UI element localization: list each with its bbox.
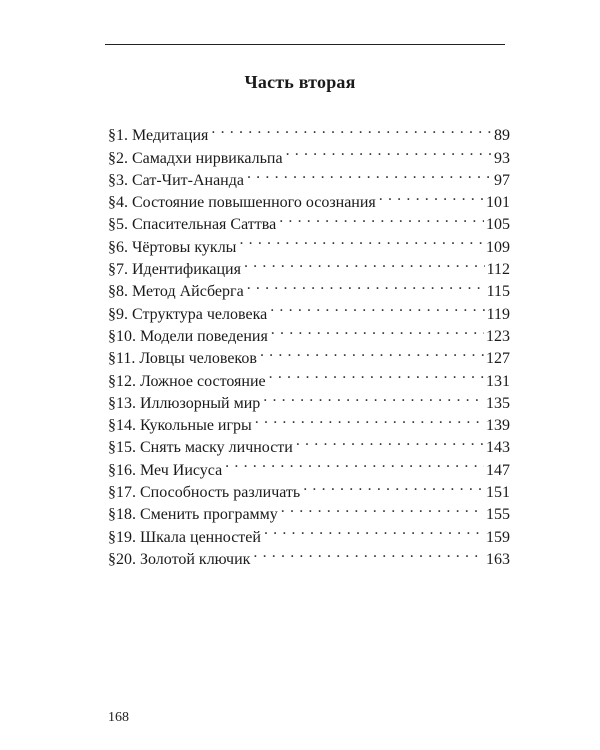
page-number: 168 [108, 710, 129, 725]
toc-entry-title: §18. Сменить программу [108, 506, 278, 524]
toc-entry-title: §16. Меч Иисуса [108, 461, 223, 479]
toc-entry-page: 135 [486, 394, 510, 412]
toc-entry-title: §6. Чёртовы куклы [108, 238, 237, 256]
toc-entry-title: §13. Иллюзорный мир [108, 394, 261, 412]
toc-entry-page: 109 [486, 238, 510, 256]
toc-entry-title: §14. Кукольные игры [108, 417, 252, 435]
dot-leader [303, 475, 484, 497]
dot-leader [247, 274, 485, 296]
toc-entry-page: 163 [486, 550, 510, 568]
dot-leader [247, 163, 492, 185]
section-title: Часть вторая [244, 72, 356, 92]
toc-entry-page: 151 [486, 484, 510, 502]
dot-leader [281, 497, 484, 519]
toc-entry-title: §11. Ловцы человеков [108, 350, 257, 368]
top-rule [105, 44, 505, 45]
toc-entry-page: 112 [486, 261, 510, 279]
toc-entry-page: 119 [486, 305, 510, 323]
table-of-contents [108, 118, 510, 568]
dot-leader [260, 341, 484, 363]
toc-entry-page: 89 [494, 127, 510, 145]
toc-entry-page: 93 [494, 149, 510, 167]
dot-leader [296, 430, 484, 452]
dot-leader [244, 252, 485, 274]
toc-entry-title: §10. Модели поведения [108, 327, 268, 345]
toc-entry-title: §20. Золотой ключик [108, 550, 251, 568]
toc-entry-page: 115 [486, 283, 510, 301]
dot-leader [271, 319, 484, 341]
dot-leader [253, 542, 484, 564]
dot-leader [211, 118, 492, 140]
toc-entry-title: §17. Способность различать [108, 484, 301, 502]
toc-entry-title: §1. Медитация [108, 127, 209, 145]
toc-entry-title: §5. Спасительная Саттва [108, 216, 277, 234]
toc-entry-title: §8. Метод Айсберга [108, 283, 244, 301]
toc-entry-page: 159 [486, 528, 510, 546]
toc-entry-title: §3. Сат-Чит-Ананда [108, 171, 244, 189]
toc-entry-page: 97 [494, 171, 510, 189]
toc-entry-title: §15. Снять маску личности [108, 439, 293, 457]
dot-leader [270, 296, 484, 318]
dot-leader [264, 519, 484, 541]
toc-entry [108, 118, 510, 145]
toc-entry-title: §7. Идентификация [108, 261, 241, 279]
toc-entry-page: 105 [486, 216, 510, 234]
dot-leader [225, 452, 484, 474]
toc-entry-page: 123 [486, 327, 510, 345]
dot-leader [379, 185, 484, 207]
toc-entry-title: §12. Ложное состояние [108, 372, 266, 390]
dot-leader [255, 408, 484, 430]
dot-leader [239, 229, 484, 251]
toc-entry-title: §2. Самадхи нирвикальпа [108, 149, 283, 167]
toc-entry-title: §9. Структура человека [108, 305, 268, 323]
toc-entry-page: 127 [486, 350, 510, 368]
toc-entry-page: 139 [486, 417, 510, 435]
dot-leader [269, 363, 484, 385]
toc-entry-page: 143 [486, 439, 510, 457]
toc-entry-page: 101 [486, 194, 510, 212]
dot-leader [263, 386, 484, 408]
toc-entry-page: 131 [486, 372, 510, 390]
toc-entry-title: §19. Шкала ценностей [108, 528, 261, 546]
dot-leader [286, 140, 492, 162]
toc-entry-page: 147 [486, 461, 510, 479]
dot-leader [279, 207, 484, 229]
toc-entry-title: §4. Состояние повышенного осознания [108, 194, 376, 212]
toc-entry-page: 155 [486, 506, 510, 524]
